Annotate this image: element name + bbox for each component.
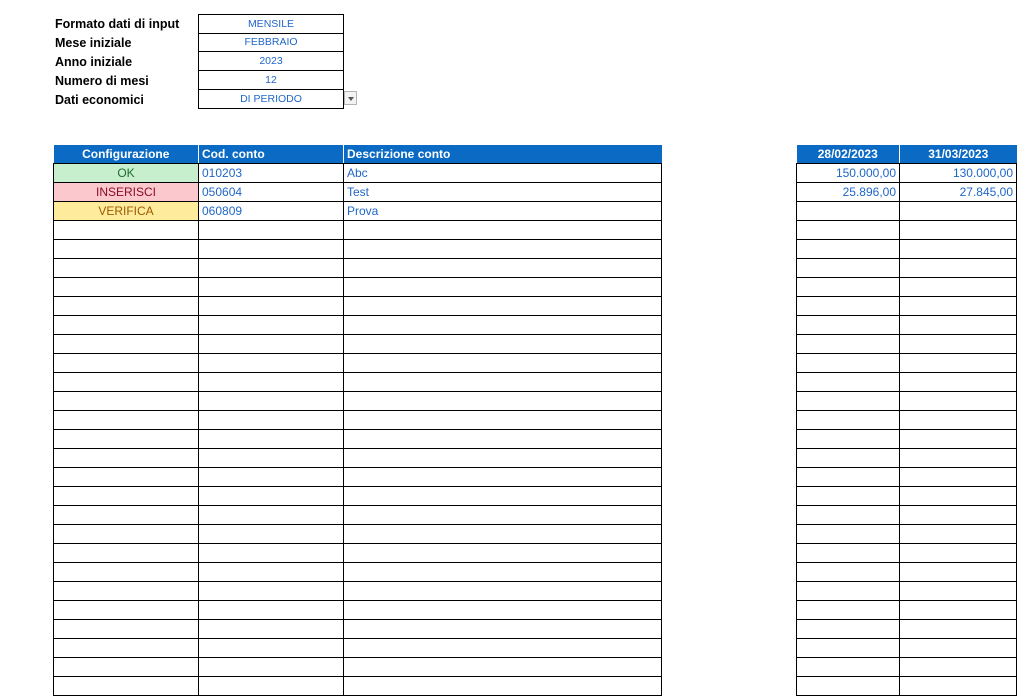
table-row — [797, 601, 1017, 620]
empty-cell[interactable] — [199, 506, 344, 525]
empty-cell[interactable] — [199, 639, 344, 658]
empty-cell[interactable] — [199, 601, 344, 620]
empty-value-cell[interactable] — [900, 392, 1017, 411]
table-row — [797, 316, 1017, 335]
account-code-cell[interactable]: 050604 — [199, 183, 344, 202]
empty-cell[interactable] — [54, 335, 199, 354]
mese-iniziale-cell[interactable]: FEBBRAIO — [198, 33, 344, 52]
empty-value-cell[interactable] — [797, 468, 900, 487]
empty-cell[interactable] — [344, 221, 662, 240]
empty-value-cell[interactable] — [900, 259, 1017, 278]
table-row — [797, 297, 1017, 316]
account-code-cell[interactable]: 060809 — [199, 202, 344, 221]
empty-cell[interactable] — [54, 563, 199, 582]
table-row — [797, 259, 1017, 278]
empty-cell[interactable] — [54, 430, 199, 449]
table-row — [54, 525, 662, 544]
table-row — [54, 221, 662, 240]
empty-cell[interactable] — [199, 677, 344, 696]
empty-cell[interactable] — [344, 620, 662, 639]
empty-value-cell[interactable] — [900, 297, 1017, 316]
table-row — [54, 544, 662, 563]
table-row — [54, 392, 662, 411]
empty-cell[interactable] — [344, 487, 662, 506]
empty-cell[interactable] — [199, 240, 344, 259]
dati-economici-cell[interactable]: DI PERIODO — [198, 90, 344, 109]
table-row — [54, 677, 662, 696]
empty-cell[interactable] — [344, 601, 662, 620]
empty-value-cell[interactable] — [797, 316, 900, 335]
accounts-table — [53, 145, 662, 696]
empty-cell[interactable] — [344, 430, 662, 449]
empty-value-cell[interactable] — [797, 639, 900, 658]
empty-cell[interactable] — [54, 677, 199, 696]
table-row — [54, 506, 662, 525]
empty-value-cell[interactable] — [797, 221, 900, 240]
empty-value-cell[interactable] — [797, 544, 900, 563]
empty-cell[interactable] — [344, 392, 662, 411]
empty-cell[interactable] — [54, 658, 199, 677]
empty-cell[interactable] — [199, 525, 344, 544]
param-row-numero — [54, 71, 364, 90]
table-row — [54, 164, 662, 183]
table-header-row — [797, 145, 1017, 164]
status-badge[interactable]: OK — [54, 164, 199, 183]
empty-value-cell[interactable] — [797, 525, 900, 544]
table-row — [54, 183, 662, 202]
empty-cell[interactable] — [54, 278, 199, 297]
account-description-cell[interactable]: Test — [344, 183, 662, 202]
table-row — [797, 240, 1017, 259]
empty-cell[interactable] — [344, 240, 662, 259]
param-label: Dati economici — [55, 93, 144, 107]
table-row — [54, 658, 662, 677]
table-row — [797, 582, 1017, 601]
empty-cell[interactable] — [344, 373, 662, 392]
table-row — [54, 639, 662, 658]
header-descrizione-conto: Descrizione conto — [344, 145, 662, 164]
table-row — [54, 278, 662, 297]
empty-value-cell[interactable] — [797, 240, 900, 259]
empty-value-cell[interactable] — [900, 430, 1017, 449]
empty-value-cell[interactable] — [900, 544, 1017, 563]
empty-cell[interactable] — [199, 582, 344, 601]
empty-value-cell[interactable] — [900, 601, 1017, 620]
empty-cell[interactable] — [344, 335, 662, 354]
empty-cell[interactable] — [199, 392, 344, 411]
empty-value-cell[interactable] — [797, 411, 900, 430]
empty-value-cell[interactable] — [900, 582, 1017, 601]
empty-value-cell[interactable] — [900, 278, 1017, 297]
empty-cell[interactable] — [54, 601, 199, 620]
table-row — [797, 677, 1017, 696]
empty-cell[interactable] — [199, 335, 344, 354]
empty-value-cell[interactable] — [797, 658, 900, 677]
table-row — [54, 449, 662, 468]
table-row — [797, 544, 1017, 563]
table-row — [54, 468, 662, 487]
table-row — [54, 487, 662, 506]
empty-value-cell[interactable] — [900, 639, 1017, 658]
empty-value-cell[interactable] — [900, 468, 1017, 487]
empty-cell[interactable] — [199, 430, 344, 449]
empty-cell[interactable] — [344, 278, 662, 297]
period-values-table — [796, 145, 1017, 696]
empty-cell[interactable] — [199, 487, 344, 506]
table-row — [54, 430, 662, 449]
empty-cell[interactable] — [344, 639, 662, 658]
empty-cell[interactable] — [54, 468, 199, 487]
empty-cell[interactable] — [54, 316, 199, 335]
table-row — [54, 316, 662, 335]
empty-cell[interactable] — [199, 468, 344, 487]
param-row-dati — [54, 90, 364, 109]
empty-cell[interactable] — [344, 449, 662, 468]
empty-cell[interactable] — [344, 677, 662, 696]
table-row — [797, 506, 1017, 525]
empty-cell[interactable] — [54, 582, 199, 601]
table-row — [54, 202, 662, 221]
empty-cell[interactable] — [344, 658, 662, 677]
chevron-down-icon[interactable] — [344, 91, 357, 105]
table-row — [797, 164, 1017, 183]
table-row — [54, 373, 662, 392]
table-row — [54, 354, 662, 373]
table-row — [797, 449, 1017, 468]
table-row — [797, 373, 1017, 392]
table-row — [797, 658, 1017, 677]
empty-value-cell[interactable] — [797, 677, 900, 696]
table-row — [54, 240, 662, 259]
table-row — [797, 620, 1017, 639]
empty-value-cell[interactable] — [797, 563, 900, 582]
empty-value-cell[interactable] — [900, 449, 1017, 468]
empty-value-cell[interactable] — [900, 677, 1017, 696]
formato-dati-cell[interactable]: MENSILE — [198, 14, 344, 34]
empty-cell[interactable] — [199, 354, 344, 373]
empty-cell[interactable] — [344, 411, 662, 430]
empty-cell[interactable] — [344, 468, 662, 487]
table-row — [797, 335, 1017, 354]
empty-value-cell[interactable] — [797, 582, 900, 601]
empty-cell[interactable] — [54, 373, 199, 392]
value-cell[interactable]: 150.000,00 — [797, 164, 900, 183]
empty-cell[interactable] — [199, 278, 344, 297]
table-row — [797, 525, 1017, 544]
empty-value-cell[interactable] — [900, 506, 1017, 525]
empty-value-cell[interactable] — [900, 335, 1017, 354]
empty-cell[interactable] — [54, 354, 199, 373]
empty-cell[interactable] — [199, 373, 344, 392]
empty-cell[interactable] — [199, 563, 344, 582]
empty-value-cell[interactable] — [900, 221, 1017, 240]
empty-value-cell[interactable] — [797, 373, 900, 392]
value-cell[interactable]: 27.845,00 — [900, 183, 1017, 202]
empty-value-cell[interactable] — [797, 297, 900, 316]
table-row — [797, 411, 1017, 430]
empty-cell[interactable] — [54, 506, 199, 525]
table-row — [797, 430, 1017, 449]
empty-cell[interactable] — [344, 563, 662, 582]
empty-value-cell[interactable] — [797, 354, 900, 373]
empty-value-cell[interactable] — [900, 354, 1017, 373]
header-configurazione: Configurazione — [54, 145, 199, 164]
empty-cell[interactable] — [344, 297, 662, 316]
empty-cell[interactable] — [54, 620, 199, 639]
empty-value-cell[interactable] — [797, 335, 900, 354]
table-row — [54, 563, 662, 582]
param-row-anno — [54, 52, 364, 71]
empty-cell[interactable] — [199, 259, 344, 278]
empty-cell[interactable] — [54, 411, 199, 430]
table-row — [54, 411, 662, 430]
empty-value-cell[interactable] — [900, 316, 1017, 335]
empty-value-cell[interactable] — [900, 525, 1017, 544]
table-row — [797, 183, 1017, 202]
table-row — [797, 468, 1017, 487]
account-code-cell[interactable]: 010203 — [199, 164, 344, 183]
status-badge[interactable]: VERIFICA — [54, 202, 199, 221]
empty-value-cell[interactable] — [797, 487, 900, 506]
table-row — [54, 601, 662, 620]
table-header-row — [54, 145, 662, 164]
empty-value-cell[interactable] — [797, 430, 900, 449]
empty-cell[interactable] — [54, 487, 199, 506]
empty-cell[interactable] — [199, 449, 344, 468]
empty-cell[interactable] — [199, 658, 344, 677]
param-row-formato — [54, 14, 364, 33]
param-label: Numero di mesi — [55, 74, 149, 88]
table-row — [797, 221, 1017, 240]
empty-value-cell[interactable] — [900, 373, 1017, 392]
value-cell[interactable]: 25.896,00 — [797, 183, 900, 202]
empty-cell[interactable] — [344, 316, 662, 335]
empty-cell[interactable] — [344, 354, 662, 373]
table-row — [797, 563, 1017, 582]
empty-cell[interactable] — [199, 411, 344, 430]
table-row — [797, 278, 1017, 297]
table-row — [797, 354, 1017, 373]
empty-value-cell[interactable] — [797, 392, 900, 411]
numero-mesi-cell[interactable]: 12 — [198, 71, 344, 90]
status-badge[interactable]: INSERISCI — [54, 183, 199, 202]
empty-cell[interactable] — [54, 639, 199, 658]
value-cell[interactable] — [900, 202, 1017, 221]
param-label: Anno iniziale — [55, 55, 133, 69]
empty-value-cell[interactable] — [900, 620, 1017, 639]
empty-cell[interactable] — [344, 525, 662, 544]
empty-cell[interactable] — [54, 240, 199, 259]
empty-cell[interactable] — [344, 506, 662, 525]
empty-cell[interactable] — [54, 221, 199, 240]
empty-value-cell[interactable] — [900, 240, 1017, 259]
empty-value-cell[interactable] — [797, 601, 900, 620]
empty-cell[interactable] — [54, 449, 199, 468]
empty-value-cell[interactable] — [900, 487, 1017, 506]
empty-value-cell[interactable] — [797, 278, 900, 297]
header-period-1: 28/02/2023 — [797, 145, 900, 164]
table-row — [54, 582, 662, 601]
empty-value-cell[interactable] — [797, 620, 900, 639]
param-label: Mese iniziale — [55, 36, 132, 50]
empty-cell[interactable] — [199, 620, 344, 639]
empty-cell[interactable] — [54, 392, 199, 411]
empty-cell[interactable] — [54, 544, 199, 563]
table-row — [797, 202, 1017, 221]
empty-cell[interactable] — [54, 297, 199, 316]
empty-value-cell[interactable] — [900, 411, 1017, 430]
account-description-cell[interactable]: Prova — [344, 202, 662, 221]
empty-cell[interactable] — [199, 316, 344, 335]
table-row — [54, 335, 662, 354]
empty-cell[interactable] — [199, 221, 344, 240]
param-label: Formato dati di input — [55, 17, 180, 31]
empty-cell[interactable] — [199, 297, 344, 316]
empty-value-cell[interactable] — [900, 563, 1017, 582]
empty-cell[interactable] — [54, 525, 199, 544]
table-row — [54, 259, 662, 278]
value-cell[interactable]: 130.000,00 — [900, 164, 1017, 183]
empty-value-cell[interactable] — [900, 658, 1017, 677]
empty-cell[interactable] — [344, 582, 662, 601]
anno-iniziale-cell[interactable]: 2023 — [198, 52, 344, 71]
param-row-mese — [54, 33, 364, 52]
table-row — [797, 392, 1017, 411]
empty-cell[interactable] — [54, 259, 199, 278]
empty-cell[interactable] — [344, 259, 662, 278]
table-row — [54, 297, 662, 316]
table-row — [54, 620, 662, 639]
empty-value-cell[interactable] — [797, 506, 900, 525]
header-cod-conto: Cod. conto — [199, 145, 344, 164]
table-row — [797, 639, 1017, 658]
account-description-cell[interactable]: Abc — [344, 164, 662, 183]
empty-value-cell[interactable] — [797, 259, 900, 278]
empty-cell[interactable] — [199, 544, 344, 563]
header-period-2: 31/03/2023 — [900, 145, 1017, 164]
empty-value-cell[interactable] — [797, 449, 900, 468]
table-row — [797, 487, 1017, 506]
empty-cell[interactable] — [344, 544, 662, 563]
value-cell[interactable] — [797, 202, 900, 221]
